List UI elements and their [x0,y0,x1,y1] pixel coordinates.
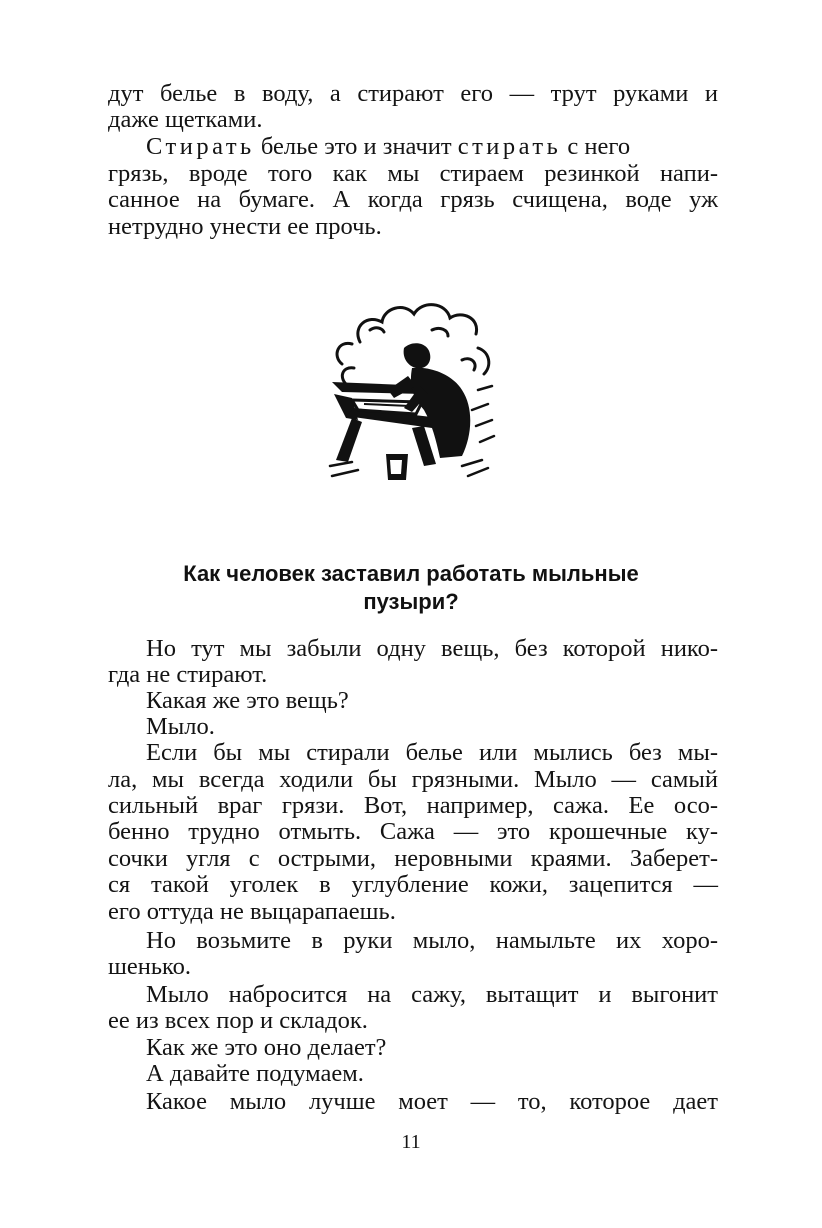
section-heading-line: Как человек заставил работать мыльные [183,561,639,586]
text-line: Мыло набросится на сажу, вытащит и выгонит [146,981,718,1008]
text-line: Как же это оно делает? [146,1034,387,1061]
page-number: 11 [401,1131,421,1153]
text-line: Мыло. [146,713,215,740]
text-line: сильный враг грязи. Вот, например, сажа. Ее осо- [108,792,718,819]
text-line: бенно трудно отмыть. Сажа — это крошечные ку- [108,818,718,845]
text-line: ла, мы всегда ходили бы грязными. Мыло — самый [108,766,718,793]
text-line: сочки угля с острыми, неровными краями. Заберет- [108,845,718,872]
text-line: шенько. [108,953,192,980]
woman-washing-laundry-icon [312,290,512,490]
text-line: Какое мыло лучше моет — то, которое дает [146,1088,718,1115]
text-line: Но возьмите в руки мыло, намыльте их хоро- [146,927,718,954]
text-line: санное на бумаге. А когда грязь счищена, воде уж [108,186,718,213]
text-line: дут белье в воду, а стирают его — трут руками и [108,80,718,107]
text-segment: с него [561,133,631,160]
text-line: нетрудно унести ее прочь. [108,213,382,240]
text-line: А давайте подумаем. [146,1060,364,1087]
text-line: Если бы мы стирали белье или мылись без мы- [146,739,718,766]
text-line: грязь, вроде того как мы стираем резинкой напи- [108,160,718,187]
text-line: Но тут мы забыли одну вещь, без которой нико- [146,635,718,662]
text-line: гда не стирают. [108,661,268,688]
text-line: ее из всех пор и складок. [108,1007,368,1034]
text-segment: белье это и значит [254,133,458,160]
text-line: Какая же это вещь? [146,687,349,714]
text-line [146,133,718,160]
section-heading-line: пузыри? [363,589,459,614]
text-line: его оттуда не выцарапаешь. [108,898,396,925]
text-line: даже щетками. [108,106,263,133]
text-line: ся такой уголек в углубление кожи, зацепится — [108,871,718,898]
emphasized-word: стирать [457,133,562,160]
emphasized-word: Стирать [146,133,255,160]
